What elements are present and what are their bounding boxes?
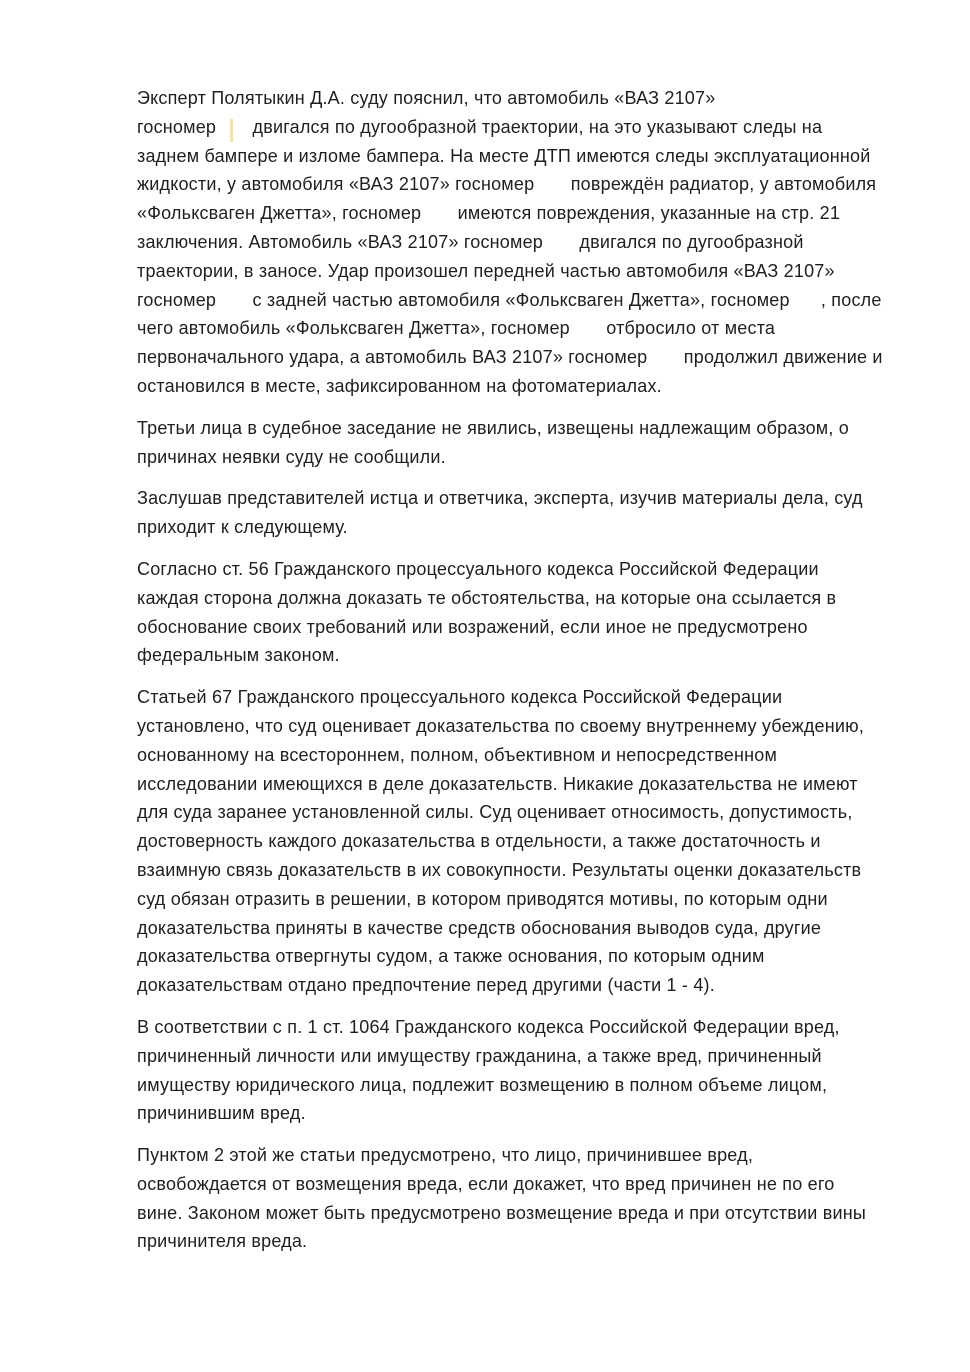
text-line: госномер с задней частью автомобиля «Фольксваген Джетта», госномер , после <box>137 289 882 310</box>
text-line: установлено, что суд оценивает доказательства по своему внутреннему убеждению, <box>137 715 865 736</box>
text-line: остановился в месте, зафиксированном на фотоматериалах. <box>137 375 662 396</box>
document-body <box>137 84 927 1269</box>
text-line: причинах неявки суду не сообщили. <box>137 446 446 467</box>
text-line: причинителя вреда. <box>137 1231 308 1252</box>
text-line: доказательства приняты в качестве средств обоснования выводов суда, другие <box>137 917 822 938</box>
text-line: доказательствам отдано предпочтение перед другими (части 1 - 4). <box>137 975 715 996</box>
text-line: доказательства отвергнуты судом, а также основания, по которым одним <box>137 946 765 967</box>
text-line: каждая сторона должна доказать те обстоятельства, на которые она ссылается в <box>137 587 837 608</box>
text-line: основанному на всестороннем, полном, объективном и непосредственном <box>137 744 778 765</box>
text-line: госномер двигался по дугообразной траектории, на это указывают следы на <box>137 116 823 137</box>
text-line: В соответствии с п. 1 ст. 1064 Гражданского кодекса Российской Федерации вред, <box>137 1016 840 1037</box>
paragraph <box>137 1013 927 1128</box>
paragraph <box>137 683 927 1000</box>
text-line: заднем бампере и изломе бампера. На месте ДТП имеются следы эксплуатационной <box>137 145 871 166</box>
text-line: освобождается от возмещения вреда, если докажет, что вред причинен не по его <box>137 1173 835 1194</box>
text-line: федеральным законом. <box>137 645 340 666</box>
text-line: «Фольксваген Джетта», госномер имеются повреждения, указанные на стр. 21 <box>137 203 841 224</box>
text-line: жидкости, у автомобиля «ВАЗ 2107» госномер повреждён радиатор, у автомобиля <box>137 174 877 195</box>
text-line: взаимную связь доказательств в их совокупности. Результаты оценки доказательств <box>137 859 862 880</box>
text-line: обоснование своих требований или возражений, если иное не предусмотрено <box>137 616 808 637</box>
paragraph <box>137 84 927 401</box>
text-line: траектории, в заносе. Удар произошел передней частью автомобиля «ВАЗ 2107» <box>137 260 835 281</box>
text-line: достоверность каждого доказательства в отдельности, а также достаточность и <box>137 831 821 852</box>
text-line: Эксперт Полятыкин Д.А. суду пояснил, что автомобиль «ВАЗ 2107» <box>137 88 716 108</box>
text-line: заключения. Автомобиль «ВАЗ 2107» госномер двигался по дугообразной <box>137 231 804 252</box>
paragraph <box>137 484 927 542</box>
text-line: Согласно ст. 56 Гражданского процессуального кодекса Российской Федерации <box>137 558 819 579</box>
text-line: вине. Законом может быть предусмотрено возмещение вреда и при отсутствии вины <box>137 1202 867 1223</box>
text-line: чего автомобиль «Фольксваген Джетта», госномер отбросило от места <box>137 318 776 339</box>
text-line: первоначального удара, а автомобиль ВАЗ 2107» госномер продолжил движение и <box>137 347 883 368</box>
text-line: причинившим вред. <box>137 1103 306 1124</box>
paragraph <box>137 555 927 670</box>
text-line: Третьи лица в судебное заседание не явились, извещены надлежащим образом, о <box>137 417 849 438</box>
text-line: приходит к следующему. <box>137 517 348 538</box>
text-line: причиненный личности или имуществу гражданина, а также вред, причиненный <box>137 1045 822 1066</box>
text-line: для суда заранее установленной силы. Суд оценивает относимость, допустимость, <box>137 802 853 823</box>
paragraph <box>137 1141 927 1256</box>
text-line: суд обязан отразить в решении, в котором приводятся мотивы, по которым одни <box>137 888 828 909</box>
text-line: имуществу юридического лица, подлежит возмещению в полном объеме лицом, <box>137 1074 828 1095</box>
text-line: Статьей 67 Гражданского процессуального кодекса Российской Федерации <box>137 687 783 708</box>
paragraph <box>137 414 927 472</box>
text-line: Заслушав представителей истца и ответчика, эксперта, изучив материалы дела, суд <box>137 488 863 509</box>
text-line: Пунктом 2 этой же статьи предусмотрено, что лицо, причинившее вред, <box>137 1145 754 1166</box>
text-line: исследовании имеющихся в деле доказательств. Никакие доказательства не имеют <box>137 773 858 794</box>
